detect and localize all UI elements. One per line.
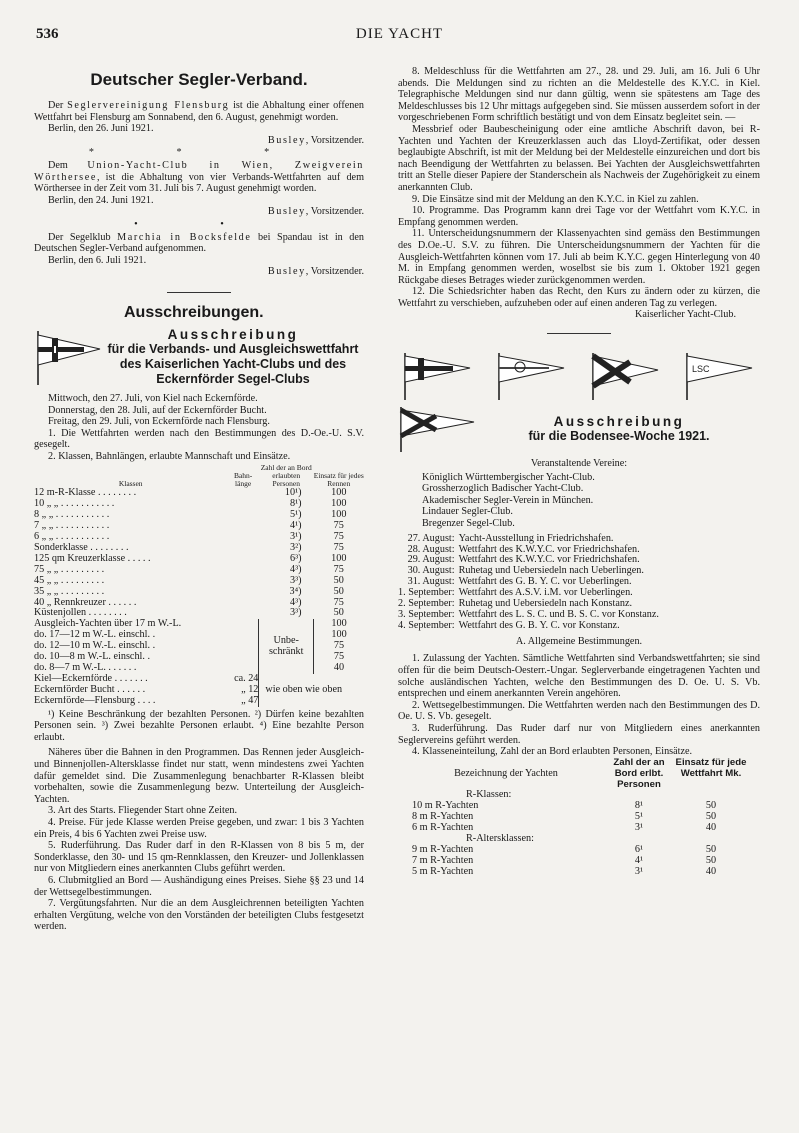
table-row — [408, 823, 748, 834]
wie-oben-cell: wie oben wie oben — [259, 674, 364, 707]
kyc-item-1: 1. Die Wettfahrten werden nach den Bestimmungen des D.-Oe.-U. S.V. gesegelt. — [34, 427, 364, 451]
section-divider-right — [547, 333, 611, 334]
list-item: Königlich Württembergischer Yacht-Club. — [422, 471, 595, 483]
bahnlaenge-cell — [227, 619, 259, 630]
th-bezeichnung: Bezeichnung der Yachten — [454, 767, 558, 779]
course-name: Eckernförde—Flensburg . . . . — [34, 695, 156, 706]
class-name: 125 qm Kreuzerklasse . . . . . — [34, 553, 151, 564]
bahnlaenge-cell — [227, 510, 259, 521]
personen-cell: 4¹ — [634, 854, 644, 866]
bahnlaenge-cell — [227, 641, 259, 652]
einsatz-cell: 75 — [333, 651, 345, 663]
personen-cell: 3³) — [289, 574, 302, 586]
schedule-date: 28. August: — [407, 543, 455, 555]
course-length: „ 12 — [241, 683, 259, 695]
schedule-event: Wettfahrt des A.S.V. i.M. vor Ueberlingen. — [458, 587, 633, 599]
class-name: Ausgleich-Yachten über 17 m W.-L. — [34, 619, 182, 630]
personen-cell: 3¹ — [634, 865, 644, 877]
class-name: 40 „ Rennkreuzer . . . . . . — [34, 597, 137, 608]
th-klassen: Klassen — [118, 479, 143, 489]
lsc-flag-icon — [684, 352, 754, 400]
yacht-class: 10 m R-Yachten — [412, 800, 479, 812]
einsatz-cell: 75 — [333, 640, 345, 652]
personen-cell: 4³) — [289, 563, 302, 575]
th-personen: Zahl der an Bord erlaubten Personen — [260, 463, 312, 489]
schedule-date: 29. August: — [407, 554, 455, 566]
dsv-paragraph-1: Der Seglervereinigung Flensburg ist die Abhaltung einer offenen Wettfahrt bei Flensburg am Sonnabend, den 6. August, genehmigt worden. — [34, 100, 364, 123]
kyc-messbrief: Messbrief oder Baubescheinigung oder eine amtliche Abschrift davon, bei R-Yachten und Yachten der Kreuzerklassen auch das Lloyd-Zertifikat, oder dessen beglaubigte Abschrift, ist mit der Meldung bei der Meldestelle einzureichen und dort bis nach Beendigung der Wettfahrten zu belassen. Bei Yachten der Ausgleichswettfahrten tritt an Stelle dieser Papiere der Standerschein als Nachweis der Zugehörigkeit zu einem anerkannten Club. — [398, 123, 760, 193]
schedule-event: Wettfahrt des K.W.Y.C. vor Friedrichshafen. — [458, 543, 640, 555]
separator-stars: * * * — [88, 147, 310, 159]
table-row — [34, 587, 364, 598]
left-column — [34, 66, 364, 933]
einsatz-cell: 75 — [333, 520, 344, 532]
bahnlaenge-cell — [227, 608, 259, 619]
bodensee-schedule — [398, 534, 663, 632]
schedule-date: 4. September: — [398, 619, 455, 631]
section-label: R-Klassen: — [466, 789, 512, 801]
kyc-item-4: 4. Preise. Für jede Klasse werden Preise gegeben, und zwar: 1 bis 3 Yachten ein Preis, 4 bis 6 Yachten zwei Preise usw. — [34, 816, 364, 840]
dsv-signature-2: Busley, Vorsitzender. — [267, 206, 364, 218]
bahnlaenge-cell — [227, 565, 259, 576]
bahnlaenge-cell — [227, 587, 259, 598]
bodensee-class-table — [408, 758, 748, 878]
table-row — [34, 510, 364, 521]
bahnlaenge-cell — [227, 630, 259, 641]
yacht-class: 9 m R-Yachten — [412, 843, 474, 855]
einsatz-cell: 50 — [705, 843, 717, 855]
class-name: do. 8—7 m W.-L. . . . . . . — [34, 662, 137, 673]
personen-cell: 8¹ — [634, 800, 644, 812]
running-head: DIE YACHT — [355, 26, 444, 42]
einsatz-cell: 50 — [705, 854, 717, 866]
list-item: Grossherzoglich Badischer Yacht-Club. — [422, 483, 584, 495]
einsatz-cell: 100 — [331, 498, 347, 510]
table-row — [34, 543, 364, 554]
kwyc-flag-icon — [402, 352, 472, 400]
schedule-event: Ruhetag und Uebersiedeln nach Ueberlingen. — [458, 565, 644, 577]
einsatz-cell: 40 — [705, 822, 717, 834]
dsv-signature-1: Busley, Vorsitzender. — [267, 134, 364, 146]
list-item: Bregenzer Segel-Club. — [422, 518, 515, 530]
class-name: do. 10—8 m W.-L. einschl. . — [34, 652, 151, 663]
class-name: do. 17—12 m W.-L. einschl. . — [34, 630, 156, 641]
kyc-title-main: Ausschreibung — [167, 326, 299, 342]
einsatz-cell: 100 — [331, 487, 347, 499]
schedule-row — [398, 534, 663, 545]
course-length: ca. 24 — [234, 672, 259, 684]
ausschreibungen-title: Ausschreibungen. — [124, 303, 264, 321]
bahnlaenge-cell — [227, 521, 259, 532]
class-name: 10 „ „ . . . . . . . . . . . — [34, 499, 115, 510]
bsc-flag-icon — [398, 406, 478, 452]
kyc-title-block — [34, 327, 364, 387]
table-row — [408, 867, 748, 878]
yacht-class: 7 m R-Yachten — [412, 854, 474, 866]
th-einsatz-bw: Einsatz für jede Wettfahrt Mk. — [675, 756, 747, 779]
bahnlaenge-cell — [227, 488, 259, 499]
einsatz-cell: 50 — [333, 574, 344, 586]
list-item: Akademischer Segler-Verein in München. — [422, 494, 594, 506]
course-length: „ 47 — [241, 694, 259, 706]
table-row — [34, 630, 364, 641]
kyc-title-line-1: für die Verbands- und Ausgleichswettfahrt — [107, 341, 359, 356]
schedule-date: 27. August: — [407, 532, 455, 544]
bodensee-item-4: 4. Klasseneinteilung, Zahl der an Bord erlaubten Personen, Einsätze. — [412, 746, 693, 758]
einsatz-cell: 100 — [331, 509, 347, 521]
schedule-event: Ruhetag und Uebersiedeln nach Konstanz. — [458, 598, 633, 610]
schedule-event: Wettfahrt des K.W.Y.C. vor Friedrichshafen. — [458, 554, 640, 566]
kyc-item-10: 10. Programme. Das Programm kann drei Tage vor der Wettfahrt vom K.Y.C. in Empfang genommen werden. — [398, 205, 760, 228]
einsatz-cell: 75 — [333, 531, 344, 543]
einsatz-cell: 75 — [333, 542, 344, 553]
kyc-signature: Kaiserlicher Yacht-Club. — [634, 309, 736, 321]
einsatz-cell: 50 — [705, 811, 717, 823]
th-einsatz: Einsatz für jedes Rennen — [313, 471, 364, 489]
table-row — [34, 641, 364, 652]
table-row — [34, 608, 364, 619]
einsatz-cell: 100 — [331, 552, 347, 564]
table-row — [34, 554, 364, 565]
kyc-title-line-2: des Kaiserlichen Yacht-Clubs und des — [119, 356, 347, 371]
einsatz-cell: 50 — [333, 607, 344, 619]
gbyc-flag-icon — [496, 352, 566, 400]
th-zahl: Zahl der an Bord erlbt. Personen — [613, 756, 665, 790]
personen-cell: 3⁴) — [289, 585, 302, 597]
kyc-title-line-3: Eckernförder Segel-Clubs — [156, 371, 310, 386]
einsatz-cell: 50 — [333, 585, 344, 597]
personen-cell: 5¹ — [634, 811, 644, 823]
kyc-item-5: 5. Ruderführung. Das Ruder darf in den R-Klassen von 8 bis 5 m, der Sonderklasse, den 30- und 15 qm-Rennklassen, den Kreuzer- und Jollenklassen nur von Mitgliedern eines anerkannten Clubs geführt werden. — [34, 840, 364, 875]
bahnlaenge-cell — [227, 554, 259, 565]
schedule-event: Wettfahrt des G. B. Y. C. vor Ueberlingen. — [458, 576, 632, 588]
kyc-item-8: 8. Meldeschluss für die Wettfahrten am 27., 28. und 29. Juli, am 16. Juli 6 Uhr abends. Die Meldungen sind zu richten an die Meldestelle des K.Y.C. in Kiel. Telegraphische Meldungen sind nur dann gültig, wenn sie spätestens am Tage des Meldeschlusses bis 12 Uhr mittags aufgegeben sind. Sie müssen ausserdem sofort in der vorgeschriebenen Form schriftlich bestätigt und von dem Einsatz begleitet sein. — — [398, 66, 760, 124]
schedule-event: Wettfahrt des G. B. Y. C. vor Konstanz. — [458, 619, 620, 631]
right-column — [398, 66, 760, 878]
personen-cell: 6¹ — [634, 843, 644, 855]
einsatz-cell: 50 — [705, 800, 717, 812]
class-name: 45 „ „ . . . . . . . . . — [34, 575, 105, 586]
class-name: 35 „ „ . . . . . . . . . — [34, 586, 105, 597]
class-name: 7 „ „ . . . . . . . . . . . — [34, 521, 110, 532]
kyc-naeheres: Näheres über die Bahnen in den Programmen. Das Rennen jeder Ausgleich- und Binnenjollen-Altersklasse findet nur statt, wenn mindestens zwei Yachten dafür gemeldet sind. Die Zusammenlegung benachbarter R-Klassen bleibt vorbehalten, sowie die Zusammenlegung bezw. Unterteilung der Ausgleich-Yachten. — [34, 747, 364, 805]
table-row — [34, 521, 364, 532]
bodensee-item-3: 3. Ruderführung. Das Ruder darf nur von Mitgliedern eines anerkannten Seglervereins geführt werden. — [398, 722, 760, 746]
personen-cell: 4³) — [289, 596, 302, 608]
kyc-schedule-1: Mittwoch, den 27. Juli, von Kiel nach Eckernförde. — [48, 392, 258, 404]
table-row — [34, 576, 364, 587]
class-name: 8 „ „ . . . . . . . . . . . — [34, 510, 110, 521]
table-row — [34, 488, 364, 499]
einsatz-cell: 100 — [331, 618, 347, 630]
yacht-class: 5 m R-Yachten — [412, 865, 474, 877]
schedule-event: Wettfahrt des L. S. C. und B. S. C. vor Konstanz. — [458, 608, 659, 620]
club-list — [422, 472, 760, 530]
table-row — [34, 565, 364, 576]
unbeschraenkt-cell: Unbe-schränkt — [259, 619, 314, 674]
personen-cell: 6³) — [289, 552, 302, 564]
bahnlaenge-cell — [227, 652, 259, 663]
schedule-date: 3. September: — [398, 608, 455, 620]
bodensee-title-block — [398, 406, 760, 452]
table-row — [34, 499, 364, 510]
dsv-date-1: Berlin, den 26. Juni 1921. — [48, 123, 154, 135]
kyc-schedule-3: Freitag, den 29. Juli, von Eckernförde nach Flensburg. — [48, 416, 270, 428]
kyc-item-11: 11. Unterscheidungsnummern der Klassenyachten sind gemäss den Bestimmungen des D.Oe.-U. S.V. zu führen. Die Unterscheidungsnummern der Yachten für die Ausgleich-Wettfahrten können vom 17. Juli ab beim K.Y.C. gegen Hinterlegung von 40 M. in Empfang genommen werden, woselbst sie bis zum 1. Oktober 1921 gegen Rückgabe dieses Betrages wieder zurückgenommen werden. — [398, 228, 760, 286]
dsv-title: Deutscher Segler-Verband. — [90, 70, 308, 89]
kyc-schedule-2: Donnerstag, den 28. Juli, auf der Eckernförder Bucht. — [48, 404, 267, 416]
kyc-class-table — [34, 464, 364, 706]
bahnlaenge-cell — [227, 499, 259, 510]
einsatz-cell: 40 — [333, 661, 345, 673]
kyc-item-2: 2. Klassen, Bahnlängen, erlaubte Mannschaft und Einsätze. — [48, 450, 291, 462]
allgemeine-heading: A. Allgemeine Bestimmungen. — [515, 635, 643, 647]
einsatz-cell: 75 — [333, 596, 344, 608]
section-label: R-Altersklassen: — [466, 833, 534, 845]
bahnlaenge-cell — [227, 598, 259, 609]
yacht-class: 8 m R-Yachten — [412, 811, 474, 823]
personen-cell: 10¹) — [284, 487, 302, 499]
page-header — [36, 26, 763, 48]
dsv-date-2: Berlin, den 24. Juni 1921. — [48, 194, 154, 206]
bahnlaenge-cell — [227, 576, 259, 587]
kyc-flag-icon — [34, 329, 102, 385]
separator-dots: • • — [134, 218, 264, 230]
class-name: Küstenjollen . . . . . . . . — [34, 608, 127, 619]
einsatz-cell: 40 — [705, 865, 717, 877]
bahnlaenge-cell — [227, 543, 259, 554]
class-name: 75 „ „ . . . . . . . . . — [34, 564, 105, 575]
page-number: 536 — [36, 26, 59, 42]
bodensee-title-main: Ausschreibung — [553, 414, 685, 430]
schedule-date: 2. September: — [398, 598, 455, 610]
schedule-date: 30. August: — [407, 565, 455, 577]
bodensee-item-1: 1. Zulassung der Yachten. Sämtliche Wettfahrten sind Verbandswettfahrten; sie sind offen für die beim Deutsch-Oesterr.-Ungar. Seglerverbande eingetragenen Yachten und solche ausländischen Yachten, welche den Bestimmungen des D. Oe. U. S. Vb. entsprechen und einem anerkannten Verein angehören. — [398, 653, 760, 700]
bodensee-title-sub: für die Bodensee-Woche 1921. — [528, 429, 710, 444]
dsv-signature-3: Busley, Vorsitzender. — [267, 266, 364, 278]
class-name: do. 12—10 m W.-L. einschl. . — [34, 641, 156, 652]
dsv-date-3: Berlin, den 6. Juli 1921. — [48, 254, 147, 266]
kyc-item-3: 3. Art des Starts. Fliegender Start ohne Zeiten. — [48, 805, 237, 817]
section-divider — [167, 292, 231, 293]
lsc-flag-label: LSC — [692, 364, 710, 375]
personen-cell: 3²) — [289, 542, 302, 553]
schedule-date: 1. September: — [398, 587, 455, 599]
schedule-date: 31. August: — [407, 576, 455, 588]
class-name: 12 m-R-Klasse . . . . . . . . — [34, 488, 137, 499]
course-name: Eckernförder Bucht . . . . . . — [34, 684, 146, 695]
personen-cell: 5¹) — [289, 509, 302, 521]
table-row — [34, 619, 364, 630]
course-name: Kiel—Eckernförde . . . . . . . — [34, 673, 148, 684]
dsv-paragraph-2: Dem Union-Yacht-Club in Wien, Zweigverein Wörthersee, ist die Abhaltung von vier Verbands-Wettfahrten auf dem Wörthersee in der Zeit vom 31. Juli bis 7. August genehmigt worden. — [34, 159, 364, 195]
bahnlaenge-cell — [227, 532, 259, 543]
table-row — [34, 598, 364, 609]
course-row — [34, 674, 364, 685]
table-row — [34, 532, 364, 543]
kyc-item-6: 6. Clubmitglied an Bord — Aushändigung eines Preises. Siehe §§ 23 und 14 der Wettsegelbestimmungen. — [34, 874, 364, 898]
list-item: Lindauer Segler-Club. — [422, 506, 513, 518]
class-name: Sonderklasse . . . . . . . . — [34, 543, 129, 553]
personen-cell: 3¹) — [289, 531, 302, 543]
schedule-event: Yacht-Ausstellung in Friedrichshafen. — [458, 532, 614, 544]
kyc-item-9: 9. Die Einsätze sind mit der Meldung an den K.Y.C. in Kiel zu zahlen. — [412, 193, 699, 205]
bodensee-item-2: 2. Wettsegelbestimmungen. Die Wettfahrten werden nach den Bestimmungen des D. Oe. U. S. Vb. gesegelt. — [398, 699, 760, 723]
yacht-class: 6 m R-Yachten — [412, 822, 474, 834]
club-flags-row — [402, 352, 754, 400]
personen-cell: 8¹) — [289, 498, 302, 510]
personen-cell: 3¹ — [634, 822, 644, 834]
veranstalter-heading: Veranstaltende Vereine: — [530, 458, 628, 470]
personen-cell: 4¹) — [289, 520, 302, 532]
asv-flag-icon — [590, 352, 660, 400]
kyc-item-7: 7. Vergütungsfahrten. Nur die an dem Ausgleichrennen beteiligten Yachten erhalten Vergütung, welche von den Vorständen der beteiligten Clubs festgesetzt werden. — [34, 898, 364, 933]
table-row — [34, 652, 364, 663]
schedule-row — [398, 621, 663, 632]
th-bahnlaenge: Bahn-länge — [233, 471, 253, 489]
personen-cell: 3³) — [289, 607, 302, 619]
kyc-footnotes: ¹) Keine Beschränkung der bezahlten Personen. ²) Dürfen keine bezahlten Personen sein. ³) Zwei bezahlte Personen erlaubt. ⁴) Eine bezahlte Person erlaubt. — [34, 708, 364, 743]
class-name: 6 „ „ . . . . . . . . . . . — [34, 532, 110, 543]
einsatz-cell: 100 — [331, 629, 347, 641]
einsatz-cell: 75 — [333, 563, 344, 575]
kyc-item-12: 12. Die Schiedsrichter haben das Recht, den Kurs zu ändern oder zu kürzen, die Wettfahrt zu verschieben, aufzuheben oder auf einen anderen Tag zu verlegen. — [398, 286, 760, 309]
dsv-paragraph-3: Der Segelklub Marchia in Bocksfelde bei Spandau ist in den Deutschen Segler-Verband aufgenommen. — [34, 231, 364, 255]
table-row — [34, 663, 364, 674]
